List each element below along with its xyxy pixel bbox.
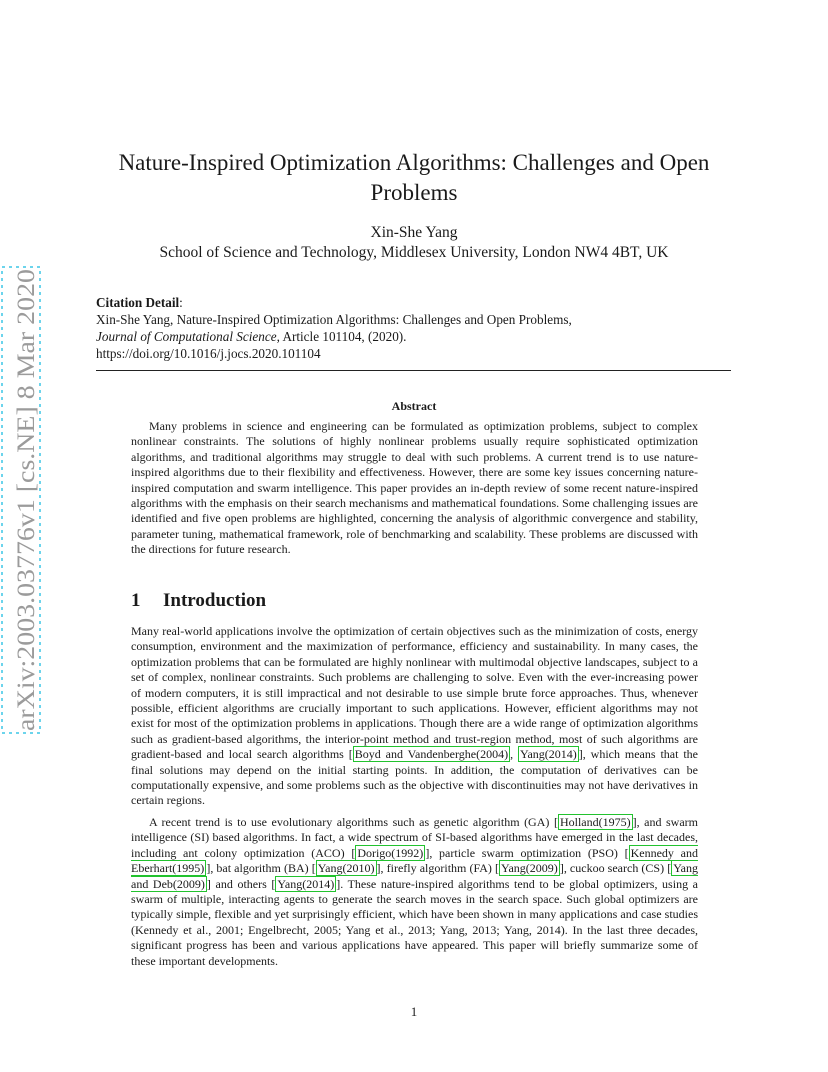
text-run: . These nature-inspired algorithms tend to be global optimizers, using a swarm of multiple, interacting agents to generate the search moves in the search space. Such global optimizers are typically simple, flexible and yet surprisingly efficient, which have been shown in many applications and case studies (Kennedy et al., 2001; Engelbrecht, 2005; Yang et al., 2013; Yang, 2013; Yang, 2014). In the last three decades, significant progress has been and various applications have appeared. This paper will briefly summarize some of these important developments. (131, 876, 698, 968)
arxiv-identifier: arXiv:2003.03776v1 [cs.NE] 8 Mar 2020 (11, 308, 40, 731)
text-run: A recent trend is to use evolutionary algorithms such as genetic algorithm (GA) (149, 815, 554, 829)
text-run: , (510, 747, 518, 762)
citation-link[interactable]: Yang(2009) (501, 861, 558, 876)
citation-block: Citation Detail: Xin-She Yang, Nature-Inspired Optimization Algorithms: Challenges and Open Problems, Journal of Computational Science, Article 101104, (2020). https://doi.org/10.1016/j.jocs.2020.101104 (96, 294, 736, 362)
text-run: , cuckoo search (CS) (563, 861, 668, 876)
text-run: , particle swarm optimization (PSO) (429, 845, 625, 860)
citation-link[interactable]: Yang(2014) (277, 876, 335, 891)
journal-name: Journal of Computational Science (96, 329, 277, 344)
citation-link[interactable]: Holland(1975) (559, 815, 631, 829)
doi-link[interactable]: https://doi.org/10.1016/j.jocs.2020.101104 (96, 346, 321, 361)
citation-label: Citation Detail (96, 295, 180, 310)
author-name: Xin-She Yang (370, 224, 458, 241)
text-run: , bat algorithm (BA) (210, 861, 312, 876)
page-number: 1 (410, 1004, 418, 1019)
section-number: 1 (131, 590, 141, 611)
separator-rule (96, 370, 731, 371)
text-run: , firefly algorithm (FA) (380, 861, 496, 876)
intro-paragraph-1: Many real-world applications involve the optimization of certain objectives such as the minimization of costs, energy consumption, environment and the maximization of performance, efficiency and sustainability. In many cases, the optimization problems that can be formulated are highly nonlinear with multimodal objective landscapes, subject to a set of complex, nonlinear constraints. Such problems are challenging to solve. Even with the ever-increasing power of modern computers, it is still impractical and not desirable to use simple brute force approaches. Thus, whenever possible, efficient algorithms are crucially important to such applications. However, efficient algorithms may not exist for most of the optimization problems in applications. Though there are a wide range of optimization algorithms such as gradient-based algorithms, the interior-point method and trust-region method, most of such algorithms are gradient-based and local search algorithms [ Boyd and Vandenberghe(2004) , Yang(2014) ], which means that the final solutions may depend on the initial starting points. In addition, the computation of derivatives can be computationally expensive, and some problems such as the objective with discontinuities may not have derivatives in certain regions. (131, 624, 699, 808)
abstract-text: Many problems in science and engineering can be formulated as optimization problems, subject to complex nonlinear constraints. The solutions of highly nonlinear problems usually require sophisticated optimization algorithms, and traditional algorithms may struggle to deal with such problems. A current trend is to use nature-inspired algorithms due to their flexibility and effectiveness. However, there are some key issues concerning nature-inspired computation and swarm intelligence. This paper provides an in-depth review of some recent nature-inspired algorithms with the emphasis on their search mechanisms and mathematical foundations. Some challenging issues are identified and five open problems are highlighted, concerning the analysis of algorithmic convergence and stability, parameter tuning, mathematical framework, role of benchmarking and scalability. These problems are discussed with the directions for future research. (131, 419, 698, 557)
section-heading (131, 590, 266, 612)
citation-link[interactable]: Dorigo(1992) (357, 845, 424, 860)
text-run: , and swarm intelligence (SI) based algorithms. In fact, a wide spectrum of SI-based algorithms have emerged in the last decades, including ant colony optimization (ACO) (131, 815, 698, 860)
arxiv-side-stamp (0, 265, 45, 735)
paper-title: Nature-Inspired Optimization Algorithms: Challenges and Open Problems (118, 150, 710, 205)
text-run: and others (210, 876, 272, 891)
section-title: Introduction (163, 590, 267, 611)
abstract-heading: Abstract (391, 399, 437, 413)
citation-link[interactable]: Yang(2010) (317, 861, 375, 876)
text-run: ], which means that the final solutions may depend on the initial starting points. In addition, the computation of derivatives can be computationally expensive, and some problems such as the objective with discontinuities may not have derivatives in certain regions. (131, 747, 699, 808)
citation-link[interactable]: Yang(2014) (519, 747, 577, 762)
citation-line: Xin-She Yang, Nature-Inspired Optimization Algorithms: Challenges and Open Problems, (96, 312, 572, 327)
citation-link[interactable]: Yang and Deb(2009) (131, 861, 698, 891)
intro-paragraph-2: A recent trend is to use evolutionary algorithms such as genetic algorithm (GA) [ Holland(1975) ], and swarm intelligence (SI) based algorithms. In fact, a wide spectrum of SI-based algorithms have emerged in the last decades, including ant colony optimization (ACO) [ Dorigo(1992) ], particle swarm optimization (PSO) [ Kennedy and Eberhart(1995) ], bat algorithm (BA) [ Yang(2010) ], firefly algorithm (FA) [ Yang(2009) ], cuckoo search (CS) [ Yang and Deb(2009) ] and others [ Yang(2014) ]. These nature-inspired algorithms tend to be global optimizers, using a swarm of multiple, interacting agents to generate the search moves in the search space. Such global optimizers are typically simple, flexible and yet surprisingly efficient, which have been shown in many applications and case studies (Kennedy et al., 2001; Engelbrecht, 2005; Yang et al., 2013; Yang, 2013; Yang, 2014). In the last three decades, significant progress has been and various applications have appeared. This paper will briefly summarize some of these important developments. (131, 815, 698, 968)
citation-article: , Article 101104, (2020). (276, 329, 407, 344)
author-affiliation: School of Science and Technology, Middlesex University, London NW4 4BT, UK (159, 244, 669, 261)
citation-link[interactable]: Kennedy and Eberhart(1995) (131, 845, 698, 876)
text-run: Many real-world applications involve the optimization of certain objectives such as the minimization of costs, energy consumption, environment and the maximization of performance, efficiency and sustainability. In many cases, the optimization problems that can be formulated are highly nonlinear with multimodal objective landscapes, subject to a set of complex, nonlinear constraints. Such problems are challenging to solve. Even with the ever-increasing power of modern computers, it is still impractical and not desirable to use simple brute force approaches. Thus, whenever possible, efficient algorithms are crucially important to such applications. However, efficient algorithms may not exist for most of the optimization problems in applications. Though there are a wide range of optimization algorithms such as gradient-based algorithms, the interior-point method and trust-region method, most of such algorithms are gradient-based and local search algorithms (131, 624, 698, 762)
citation-link[interactable]: Boyd and Vandenberghe(2004) (354, 747, 509, 762)
